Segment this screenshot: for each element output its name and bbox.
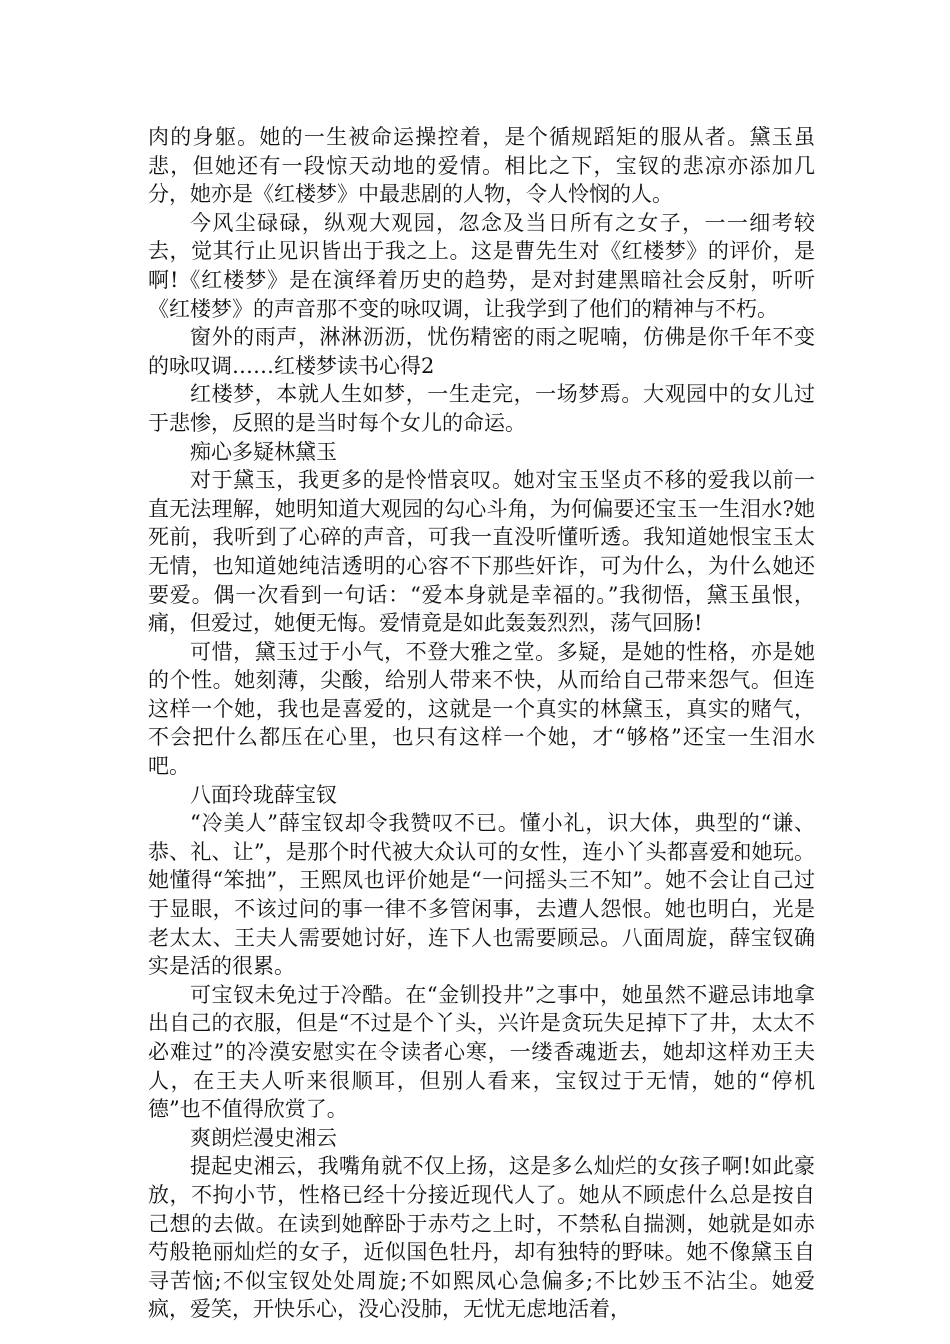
paragraph: 窗外的雨声，淋淋沥沥，忧伤精密的雨之呢喃，仿佛是你千年不变的咏叹调……红楼梦读书心得2 [148, 325, 815, 378]
section-heading: 爽朗烂漫史湘云 [190, 1125, 337, 1150]
paragraph: 肉的身躯。她的一生被命运操控着，是个循规蹈矩的服从者。黛玉虽悲，但她还有一段惊天动地的爱情。相比之下，宝钗的悲凉亦添加几分，她亦是《红楼梦》中最悲剧的人物，令人怜悯的人。 [148, 125, 815, 207]
section-heading: 八面玲珑薛宝钗 [190, 782, 337, 807]
paragraph: 对于黛玉，我更多的是怜惜哀叹。她对宝玉坚贞不移的爱我以前一直无法理解，她明知道大观园的勾心斗角，为何偏要还宝玉一生泪水?她死前，我听到了心碎的声音，可我一直没听懂听透。我知道她恨宝玉太无情，也知道她纯洁透明的心容不下那些奸诈，可为什么，为什么她还要爱。偶一次看到一句话：“爱本身就是幸福的。”我彻悟，黛玉虽恨，痛，但爱过，她便无悔。爱情竟是如此轰轰烈烈，荡气回肠! [148, 468, 815, 636]
paragraph: 红楼梦，本就人生如梦，一生走完，一场梦焉。大观园中的女儿过于悲惨，反照的是当时每个女儿的命运。 [148, 382, 815, 435]
paragraph: 今风尘碌碌，纵观大观园，忽念及当日所有之女子，一一细考较去，觉其行止见识皆出于我之上。这是曹先生对《红楼梦》的评价，是啊!《红楼梦》是在演绎着历史的趋势，是对封建黑暗社会反射，听听《红楼梦》的声音那不变的咏叹调，让我学到了他们的精神与不朽。 [148, 210, 815, 321]
section-heading: 痴心多疑林黛玉 [190, 439, 337, 464]
paragraph: 可惜，黛玉过于小气，不登大雅之堂。多疑，是她的性格，亦是她的个性。她刻薄，尖酸，给别人带来不快，从而给自己带来怨气。但连这样一个她，我也是喜爱的，这就是一个真实的林黛玉，真实的赌气，不会把什么都压在心里，也只有这样一个她，才“够格”还宝一生泪水吧。 [148, 639, 815, 779]
paragraph: 可宝钗未免过于冷酷。在“金钏投井”之事中，她虽然不避忌讳地拿出自己的衣服，但是“不过是个丫头，兴许是贪玩失足掉下了井，太太不必难过”的冷漠安慰实在令读者心寒，一缕香魂逝去，她却这样劝王夫人，在王夫人听来很顺耳，但别人看来，宝钗过于无情，她的“停机德”也不值得欣赏了。 [148, 982, 815, 1122]
paragraph: “冷美人”薛宝钗却令我赞叹不已。懂小礼，识大体，典型的“谦、恭、礼、让”，是那个时代被大众认可的女性，连小丫头都喜爱和她玩。她懂得“笨拙”，王熙凤也评价她是“一问摇头三不知”。她不会让自己过于显眼，不该过问的事一律不多管闲事，去遭人怨恨。她也明白，光是老太太、王夫人需要她讨好，连下人也需要顾忌。八面周旋，薛宝钗确实是活的很累。 [148, 811, 815, 979]
document-page [148, 123, 815, 1324]
paragraph: 提起史湘云，我嘴角就不仅上扬，这是多么灿烂的女孩子啊!如此豪放，不拘小节，性格已经十分接近现代人了。她从不顾虑什么总是按自己想的去做。在读到她醉卧于赤芍之上时，不禁私自揣测，她就是如赤芍般艳丽灿烂的女子，近似国色牡丹，却有独特的野味。她不像黛玉自寻苦恼;不似宝钗处处周旋;不如熙凤心急偏多;不比妙玉不沾尘。她爱疯，爱笑，开快乐心，没心没肺，无忧无虑地活着， [148, 1154, 815, 1322]
